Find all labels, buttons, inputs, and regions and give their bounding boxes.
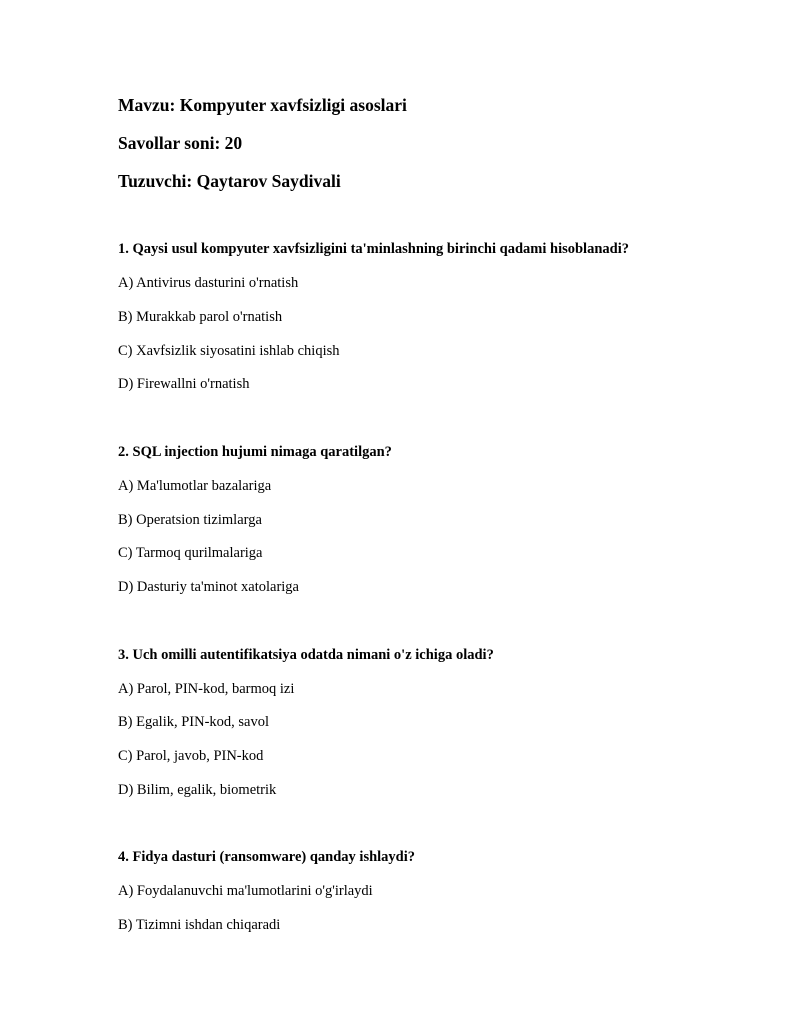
question-4-option-b: B) Tizimni ishdan chiqaradi: [118, 917, 281, 933]
question-2-option-c: C) Tarmoq qurilmalariga: [118, 545, 263, 561]
question-1-option-c: C) Xavfsizlik siyosatini ishlab chiqish: [118, 343, 340, 359]
question-1-title: 1. Qaysi usul kompyuter xavfsizligini ta'minlashning birinchi qadami hisoblanadi?: [118, 241, 629, 257]
question-4-option-a: A) Foydalanuvchi ma'lumotlarini o'g'irlaydi: [118, 883, 373, 899]
topic-heading: Mavzu: Kompyuter xavfsizligi asoslari: [118, 95, 407, 115]
question-2-title: 2. SQL injection hujumi nimaga qaratilgan?: [118, 444, 392, 460]
question-3-option-b: B) Egalik, PIN-kod, savol: [118, 714, 270, 730]
question-1-option-a: A) Antivirus dasturini o'rnatish: [118, 275, 299, 291]
question-3-option-a: A) Parol, PIN-kod, barmoq izi: [118, 681, 295, 697]
question-3-option-d: D) Bilim, egalik, biometrik: [118, 782, 277, 798]
author-heading: Tuzuvchi: Qaytarov Saydivali: [118, 171, 341, 191]
question-3-option-c: C) Parol, javob, PIN-kod: [118, 748, 264, 764]
question-1-option-d: D) Firewallni o'rnatish: [118, 376, 250, 392]
question-4-title: 4. Fidya dasturi (ransomware) qanday ishlaydi?: [118, 849, 416, 865]
question-2-option-a: A) Ma'lumotlar bazalariga: [118, 478, 272, 494]
question-2-option-d: D) Dasturiy ta'minot xatolariga: [118, 579, 299, 595]
question-1-option-b: B) Murakkab parol o'rnatish: [118, 309, 283, 325]
question-3-title: 3. Uch omilli autentifikatsiya odatda nimani o'z ichiga oladi?: [118, 647, 494, 663]
question-count-heading: Savollar soni: 20: [118, 133, 243, 153]
question-2-option-b: B) Operatsion tizimlarga: [118, 512, 262, 528]
